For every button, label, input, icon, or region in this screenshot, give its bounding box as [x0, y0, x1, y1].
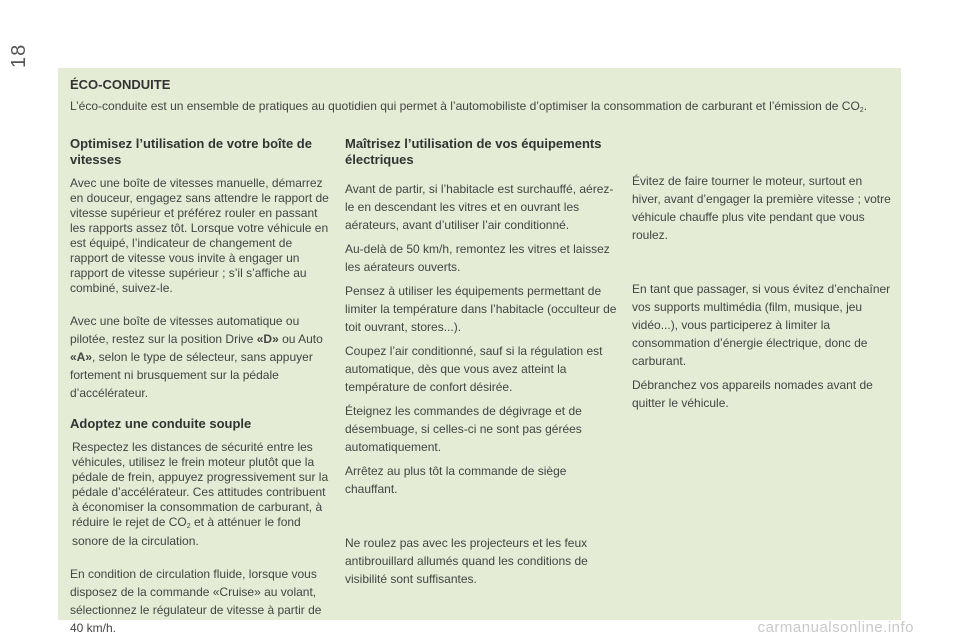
- heading-electrical: Maîtrisez l’utilisation de vos équipements électriques: [345, 136, 602, 167]
- column-middle: [345, 136, 620, 588]
- paragraph-air-before: Avant de partir, si l’habitacle est surchauffé, aérez-le en descendant les vitres et en ouvrant les aérateurs, avant d’utiliser l’air conditionné.: [345, 182, 614, 232]
- intro-text: L’éco-conduite est un ensemble de pratiques au quotidien qui permet à l’automobiliste d’optimiser la consommation de carburant et l’émission de CO: [70, 99, 860, 113]
- section-title: ÉCO-CONDUITE: [70, 77, 171, 92]
- intro-subscript: 2: [859, 107, 864, 114]
- text-fragment: et à atténuer le fond sonore de la circulation.: [72, 515, 301, 548]
- paragraph-defrost: Éteignez les commandes de dégivrage et de désembuage, si celles-ci ne sont pas gérées automatiquement.: [345, 404, 582, 454]
- paragraph-devices: Débranchez vos appareils nomades avant de quitter le véhicule.: [632, 378, 873, 410]
- column-right: [632, 172, 892, 412]
- text-fragment: , selon le type de sélecteur, sans appuyer fortement ni brusquement sur la pédale d’accélérateur.: [70, 350, 313, 400]
- watermark: carmanualsonline.info: [757, 619, 914, 636]
- text-fragment: Avec une boîte de vitesses automatique ou pilotée, restez sur la position Drive: [70, 314, 300, 346]
- paragraph-air-conditioning: Coupez l’air conditionné, sauf si la régulation est automatique, dès que vous avez atteint la température de confort désirée.: [345, 344, 603, 394]
- heading-smooth-driving: Adoptez une conduite souple: [70, 416, 252, 431]
- paragraph-windows: Au-delà de 50 km/h, remontez les vitres et laissez les aérateurs ouverts.: [345, 242, 610, 274]
- page-number: 18: [8, 43, 30, 68]
- paragraph-automatic-gearbox: [70, 312, 330, 402]
- intro-paragraph: [70, 97, 890, 120]
- paragraph-cruise: En condition de circulation fluide, lorsque vous disposez de la commande «Cruise» au volant, sélectionnez le régulateur de vitesse à partir de 40 km/h.: [70, 567, 322, 635]
- intro-text-end: .: [863, 99, 868, 113]
- paragraph-headlights: Ne roulez pas avec les projecteurs et les feux antibrouillard allumés quand les conditions de visibilité sont suffisantes.: [345, 536, 588, 586]
- text-bold-d: «D»: [256, 332, 279, 346]
- paragraph-multimedia: En tant que passager, si vous évitez d’enchaîner vos supports multimédia (film, musique, jeu vidéo...), vous participerez à limiter la consommation d’énergie électrique, donc de carburant.: [632, 282, 891, 368]
- text-fragment: Respectez les distances de sécurité entre les véhicules, utilisez le frein moteur plutôt que la pédale de frein, appuyez progressivement sur la pédale d’accélérateur. Ces attitudes contribuent à économiser la consommation de carburant, à réduire le rejet de CO: [72, 440, 329, 529]
- paragraph-heated-seat: Arrêtez au plus tôt la commande de siège chauffant.: [345, 464, 567, 496]
- paragraph-equipment: Pensez à utiliser les équipements permettant de limiter la température dans l’habitacle (occulteur de toit ouvrant, stores...).: [345, 284, 617, 334]
- text-bold-a: «A»: [70, 350, 93, 364]
- paragraph-engine-warmup: Évitez de faire tourner le moteur, surtout en hiver, avant d’engager la première vitesse ; votre véhicule chauffe plus vite pendant que vous roulez.: [632, 174, 891, 242]
- text-subscript: 2: [186, 523, 191, 530]
- paragraph-manual-gearbox: Avec une boîte de vitesses manuelle, démarrez en douceur, engagez sans attendre le rapport de vitesse supérieur et préférez rouler en passant les rapports assez tôt. Lorsque votre véhicule en est équipé, l’indicateur de changement de rapport de vitesse vous invite à engager un rapport de vitesse supérieur ; s’il s’affiche au combiné, suivez-le.: [70, 176, 329, 295]
- paragraph-smooth-driving: [70, 440, 330, 549]
- column-left: [70, 136, 330, 637]
- text-fragment: ou Auto: [278, 332, 323, 346]
- heading-gearbox: Optimisez l’utilisation de votre boîte de vitesses: [70, 136, 312, 167]
